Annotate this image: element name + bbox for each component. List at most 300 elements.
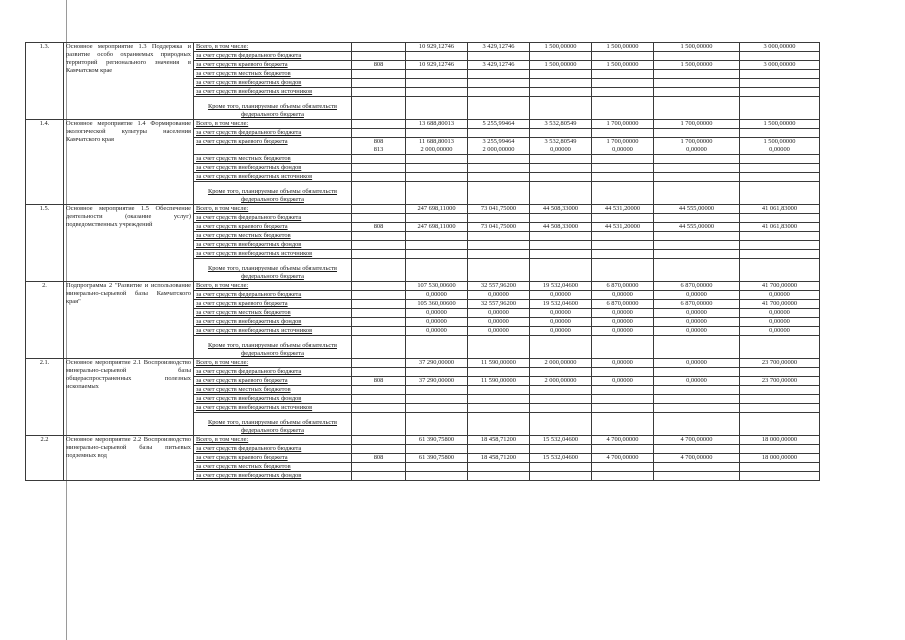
- amount-cell: 44 508,33000: [530, 223, 592, 232]
- budget-code: 808: [352, 377, 406, 386]
- amount-cell: 4 700,00000: [592, 454, 654, 463]
- amount-cell: [530, 404, 592, 413]
- amount-cell: 0,00000: [654, 377, 740, 386]
- amount-cell: 61 390,75800: [406, 436, 468, 445]
- budget-code: [352, 436, 406, 445]
- budget-table-body: [26, 43, 820, 481]
- amount-cell: [406, 445, 468, 454]
- funding-source: Кроме того, планируемые объемы обязательств федерального бюджета: [194, 413, 352, 436]
- amount-cell: 3 532,80549 0,00000: [530, 138, 592, 155]
- funding-source: за счет средств краевого бюджета: [194, 61, 352, 70]
- amount-cell: [468, 97, 530, 120]
- amount-cell: 11 590,00000: [468, 359, 530, 368]
- funding-source: Кроме того, планируемые объемы обязательств федерального бюджета: [194, 182, 352, 205]
- amount-cell: [592, 232, 654, 241]
- amount-cell: 6 870,00000: [654, 282, 740, 291]
- amount-cell: [592, 241, 654, 250]
- amount-cell: [740, 241, 820, 250]
- amount-cell: [530, 395, 592, 404]
- funding-source: Всего, в том числе:: [194, 359, 352, 368]
- amount-cell: [530, 164, 592, 173]
- amount-cell: 0,00000: [592, 291, 654, 300]
- funding-source: за счет средств внебюджетных фондов: [194, 318, 352, 327]
- budget-code: [352, 472, 406, 481]
- amount-cell: 23 700,00000: [740, 377, 820, 386]
- budget-code: [352, 359, 406, 368]
- amount-cell: [406, 368, 468, 377]
- amount-cell: [592, 445, 654, 454]
- amount-cell: [406, 97, 468, 120]
- amount-cell: [740, 250, 820, 259]
- budget-code: [352, 413, 406, 436]
- amount-cell: 1 500,00000: [530, 61, 592, 70]
- amount-cell: [468, 404, 530, 413]
- table-row: [26, 282, 820, 291]
- measure-name: Основное мероприятие 1.4 Формирование экологической культуры населения Камчатского края: [64, 120, 194, 205]
- amount-cell: [406, 70, 468, 79]
- funding-source: за счет средств внебюджетных фондов: [194, 164, 352, 173]
- amount-cell: [740, 472, 820, 481]
- amount-cell: [468, 368, 530, 377]
- amount-cell: [406, 463, 468, 472]
- amount-cell: [406, 52, 468, 61]
- amount-cell: 0,00000: [468, 318, 530, 327]
- amount-cell: 0,00000: [654, 291, 740, 300]
- funding-source: за счет средств внебюджетных источников: [194, 88, 352, 97]
- amount-cell: [654, 88, 740, 97]
- amount-cell: [740, 336, 820, 359]
- amount-cell: [530, 70, 592, 79]
- budget-code: [352, 327, 406, 336]
- amount-cell: 0,00000: [654, 318, 740, 327]
- amount-cell: [654, 70, 740, 79]
- measure-name: Основное мероприятие 2.1 Воспроизводство минерально-сырьевой базы общераспространенных полезных ископаемых: [64, 359, 194, 436]
- budget-code: [352, 250, 406, 259]
- funding-source: за счет средств внебюджетных источников: [194, 250, 352, 259]
- budget-code: [352, 404, 406, 413]
- amount-cell: 44 555,00000: [654, 223, 740, 232]
- budget-code: [352, 79, 406, 88]
- amount-cell: [468, 472, 530, 481]
- table-row: [26, 359, 820, 368]
- amount-cell: [592, 395, 654, 404]
- amount-cell: 0,00000: [592, 309, 654, 318]
- amount-cell: 1 500,00000: [654, 61, 740, 70]
- amount-cell: [592, 214, 654, 223]
- amount-cell: [530, 232, 592, 241]
- funding-source: за счет средств федерального бюджета: [194, 129, 352, 138]
- amount-cell: [468, 52, 530, 61]
- amount-cell: [530, 386, 592, 395]
- amount-cell: 6 870,00000: [592, 282, 654, 291]
- amount-cell: [740, 445, 820, 454]
- amount-cell: 1 500,00000 0,00000: [740, 138, 820, 155]
- amount-cell: [406, 250, 468, 259]
- amount-cell: [406, 259, 468, 282]
- amount-cell: [592, 173, 654, 182]
- amount-cell: [740, 173, 820, 182]
- amount-cell: 0,00000: [740, 327, 820, 336]
- amount-cell: 15 532,04600: [530, 436, 592, 445]
- amount-cell: 41 700,00000: [740, 282, 820, 291]
- amount-cell: [468, 88, 530, 97]
- funding-source: Всего, в том числе:: [194, 43, 352, 52]
- budget-code: [352, 259, 406, 282]
- amount-cell: [654, 463, 740, 472]
- amount-cell: 73 041,75000: [468, 223, 530, 232]
- amount-cell: [530, 463, 592, 472]
- funding-source: за счет средств местных бюджетов: [194, 70, 352, 79]
- budget-code: [352, 300, 406, 309]
- amount-cell: [592, 129, 654, 138]
- amount-cell: [654, 259, 740, 282]
- amount-cell: 0,00000: [530, 318, 592, 327]
- amount-cell: [406, 88, 468, 97]
- funding-source: за счет средств федерального бюджета: [194, 214, 352, 223]
- funding-source: за счет средств федерального бюджета: [194, 291, 352, 300]
- amount-cell: [530, 445, 592, 454]
- amount-cell: [654, 232, 740, 241]
- amount-cell: 0,00000: [592, 377, 654, 386]
- amount-cell: [468, 129, 530, 138]
- amount-cell: [530, 52, 592, 61]
- amount-cell: [592, 336, 654, 359]
- amount-cell: [406, 413, 468, 436]
- funding-source: за счет средств местных бюджетов: [194, 232, 352, 241]
- amount-cell: [468, 463, 530, 472]
- budget-code: [352, 173, 406, 182]
- funding-source: Всего, в том числе:: [194, 436, 352, 445]
- row-index: 2.1.: [26, 359, 64, 436]
- amount-cell: 0,00000: [468, 327, 530, 336]
- amount-cell: [740, 386, 820, 395]
- amount-cell: [406, 336, 468, 359]
- budget-code: [352, 309, 406, 318]
- row-index: 2.2: [26, 436, 64, 481]
- amount-cell: [740, 463, 820, 472]
- funding-source: за счет средств внебюджетных источников: [194, 173, 352, 182]
- funding-source: за счет средств внебюджетных источников: [194, 404, 352, 413]
- amount-cell: [468, 155, 530, 164]
- amount-cell: 4 700,00000: [592, 436, 654, 445]
- amount-cell: [740, 164, 820, 173]
- amount-cell: 4 700,00000: [654, 454, 740, 463]
- funding-source: за счет средств краевого бюджета: [194, 223, 352, 232]
- amount-cell: 37 290,00000: [406, 359, 468, 368]
- amount-cell: [654, 336, 740, 359]
- amount-cell: 41 700,00000: [740, 300, 820, 309]
- amount-cell: [406, 173, 468, 182]
- amount-cell: 3 000,00000: [740, 61, 820, 70]
- budget-code: [352, 155, 406, 164]
- row-index: 1.4.: [26, 120, 64, 205]
- amount-cell: [592, 463, 654, 472]
- amount-cell: 44 508,33000: [530, 205, 592, 214]
- amount-cell: [654, 79, 740, 88]
- funding-source: за счет средств федерального бюджета: [194, 445, 352, 454]
- funding-source: Всего, в том числе:: [194, 282, 352, 291]
- amount-cell: 1 500,00000: [740, 120, 820, 129]
- amount-cell: [592, 164, 654, 173]
- amount-cell: [592, 70, 654, 79]
- amount-cell: [406, 386, 468, 395]
- budget-code: [352, 43, 406, 52]
- funding-source: за счет средств федерального бюджета: [194, 52, 352, 61]
- amount-cell: 18 458,71200: [468, 436, 530, 445]
- amount-cell: [654, 182, 740, 205]
- budget-code: [352, 182, 406, 205]
- amount-cell: 0,00000: [654, 309, 740, 318]
- amount-cell: 5 255,99464: [468, 120, 530, 129]
- amount-cell: 4 700,00000: [654, 436, 740, 445]
- amount-cell: [406, 155, 468, 164]
- amount-cell: [654, 155, 740, 164]
- amount-cell: 0,00000: [592, 327, 654, 336]
- amount-cell: 0,00000: [406, 327, 468, 336]
- amount-cell: [592, 155, 654, 164]
- funding-source: за счет средств местных бюджетов: [194, 386, 352, 395]
- amount-cell: [592, 404, 654, 413]
- amount-cell: [654, 250, 740, 259]
- amount-cell: [530, 173, 592, 182]
- amount-cell: [468, 386, 530, 395]
- amount-cell: 10 929,12746: [406, 43, 468, 52]
- amount-cell: 1 500,00000: [530, 43, 592, 52]
- amount-cell: [530, 214, 592, 223]
- budget-code: [352, 205, 406, 214]
- amount-cell: [468, 214, 530, 223]
- amount-cell: [592, 259, 654, 282]
- amount-cell: 0,00000: [740, 309, 820, 318]
- amount-cell: [468, 259, 530, 282]
- budget-code: [352, 129, 406, 138]
- amount-cell: 0,00000: [406, 291, 468, 300]
- amount-cell: [654, 386, 740, 395]
- amount-cell: 0,00000: [530, 309, 592, 318]
- amount-cell: [468, 173, 530, 182]
- funding-source: за счет средств внебюджетных фондов: [194, 241, 352, 250]
- amount-cell: 41 061,83000: [740, 223, 820, 232]
- amount-cell: 11 688,80013 2 000,00000: [406, 138, 468, 155]
- amount-cell: [740, 214, 820, 223]
- amount-cell: 6 870,00000: [592, 300, 654, 309]
- amount-cell: [406, 79, 468, 88]
- amount-cell: [530, 182, 592, 205]
- budget-code: [352, 282, 406, 291]
- measure-name: Основное мероприятие 2.2 Воспроизводство минерально-сырьевой базы питьевых подземных вод: [64, 436, 194, 481]
- amount-cell: [654, 52, 740, 61]
- amount-cell: [468, 232, 530, 241]
- amount-cell: [740, 129, 820, 138]
- funding-source: за счет средств местных бюджетов: [194, 463, 352, 472]
- amount-cell: [740, 259, 820, 282]
- amount-cell: [530, 336, 592, 359]
- amount-cell: [654, 214, 740, 223]
- amount-cell: [654, 164, 740, 173]
- amount-cell: [592, 97, 654, 120]
- measure-name: Основное мероприятие 1.3 Поддержка и развитие особо охраняемых природных территорий регионального значения в Камчатском крае: [64, 43, 194, 120]
- amount-cell: [592, 386, 654, 395]
- amount-cell: 6 870,00000: [654, 300, 740, 309]
- budget-code: [352, 445, 406, 454]
- amount-cell: 247 698,11000: [406, 205, 468, 214]
- amount-cell: 1 700,00000: [592, 120, 654, 129]
- amount-cell: [406, 129, 468, 138]
- amount-cell: [530, 413, 592, 436]
- funding-source: Кроме того, планируемые объемы обязательств федерального бюджета: [194, 97, 352, 120]
- budget-code: [352, 88, 406, 97]
- amount-cell: [592, 250, 654, 259]
- budget-code: [352, 368, 406, 377]
- amount-cell: [406, 472, 468, 481]
- amount-cell: 0,00000: [654, 327, 740, 336]
- amount-cell: 10 929,12746: [406, 61, 468, 70]
- amount-cell: [468, 336, 530, 359]
- amount-cell: [468, 395, 530, 404]
- amount-cell: [740, 88, 820, 97]
- amount-cell: [530, 155, 592, 164]
- amount-cell: 3 429,12746: [468, 43, 530, 52]
- amount-cell: [468, 79, 530, 88]
- amount-cell: [592, 413, 654, 436]
- budget-code: [352, 395, 406, 404]
- row-index: 1.5.: [26, 205, 64, 282]
- budget-code: 808: [352, 454, 406, 463]
- amount-cell: [406, 214, 468, 223]
- amount-cell: 105 360,00600: [406, 300, 468, 309]
- amount-cell: [654, 472, 740, 481]
- amount-cell: 32 557,96200: [468, 282, 530, 291]
- amount-cell: 1 700,00000 0,00000: [654, 138, 740, 155]
- amount-cell: [740, 395, 820, 404]
- amount-cell: 18 000,00000: [740, 454, 820, 463]
- amount-cell: 19 532,04600: [530, 282, 592, 291]
- amount-cell: 1 500,00000: [592, 43, 654, 52]
- funding-source: за счет средств федерального бюджета: [194, 368, 352, 377]
- amount-cell: 2 000,00000: [530, 377, 592, 386]
- amount-cell: [654, 173, 740, 182]
- amount-cell: 18 458,71200: [468, 454, 530, 463]
- amount-cell: [468, 70, 530, 79]
- budget-code: [352, 70, 406, 79]
- amount-cell: [592, 368, 654, 377]
- funding-source: за счет средств краевого бюджета: [194, 377, 352, 386]
- amount-cell: [740, 70, 820, 79]
- amount-cell: 19 532,04600: [530, 300, 592, 309]
- amount-cell: 0,00000: [592, 359, 654, 368]
- budget-code: [352, 318, 406, 327]
- funding-source: Всего, в том числе:: [194, 205, 352, 214]
- budget-code: [352, 97, 406, 120]
- amount-cell: 3 532,80549: [530, 120, 592, 129]
- amount-cell: [468, 250, 530, 259]
- amount-cell: 44 555,00000: [654, 205, 740, 214]
- funding-source: Всего, в том числе:: [194, 120, 352, 129]
- amount-cell: [740, 155, 820, 164]
- amount-cell: [530, 472, 592, 481]
- funding-source: за счет средств внебюджетных источников: [194, 327, 352, 336]
- funding-source: за счет средств местных бюджетов: [194, 309, 352, 318]
- amount-cell: 0,00000: [654, 359, 740, 368]
- budget-code: [352, 241, 406, 250]
- amount-cell: 41 061,83000: [740, 205, 820, 214]
- amount-cell: 44 531,20000: [592, 223, 654, 232]
- amount-cell: [468, 413, 530, 436]
- amount-cell: 61 390,75800: [406, 454, 468, 463]
- budget-code: [352, 120, 406, 129]
- amount-cell: 0,00000: [468, 291, 530, 300]
- amount-cell: [592, 88, 654, 97]
- amount-cell: 2 000,00000: [530, 359, 592, 368]
- amount-cell: [530, 368, 592, 377]
- amount-cell: [592, 472, 654, 481]
- amount-cell: 15 532,04600: [530, 454, 592, 463]
- amount-cell: [468, 164, 530, 173]
- amount-cell: [740, 182, 820, 205]
- amount-cell: 3 429,12746: [468, 61, 530, 70]
- amount-cell: 107 530,00600: [406, 282, 468, 291]
- amount-cell: [654, 129, 740, 138]
- funding-source: Кроме того, планируемые объемы обязательств федерального бюджета: [194, 336, 352, 359]
- budget-table: [25, 42, 820, 481]
- amount-cell: [530, 129, 592, 138]
- amount-cell: 0,00000: [740, 291, 820, 300]
- amount-cell: [654, 413, 740, 436]
- amount-cell: 11 590,00000: [468, 377, 530, 386]
- budget-code: [352, 291, 406, 300]
- amount-cell: [530, 250, 592, 259]
- table-row: [26, 43, 820, 52]
- amount-cell: [592, 79, 654, 88]
- amount-cell: [654, 241, 740, 250]
- amount-cell: 44 531,20000: [592, 205, 654, 214]
- amount-cell: 0,00000: [406, 309, 468, 318]
- amount-cell: 0,00000: [468, 309, 530, 318]
- amount-cell: 0,00000: [530, 291, 592, 300]
- funding-source: за счет средств внебюджетных фондов: [194, 79, 352, 88]
- amount-cell: 37 290,00000: [406, 377, 468, 386]
- amount-cell: 0,00000: [592, 318, 654, 327]
- amount-cell: 1 500,00000: [592, 61, 654, 70]
- row-index: 2.: [26, 282, 64, 359]
- amount-cell: [406, 241, 468, 250]
- amount-cell: [740, 404, 820, 413]
- amount-cell: [654, 395, 740, 404]
- amount-cell: [530, 259, 592, 282]
- amount-cell: [592, 52, 654, 61]
- amount-cell: [654, 445, 740, 454]
- table-row: [26, 120, 820, 129]
- amount-cell: 247 698,11000: [406, 223, 468, 232]
- table-row: [26, 205, 820, 214]
- amount-cell: 18 000,00000: [740, 436, 820, 445]
- budget-code: [352, 214, 406, 223]
- amount-cell: [654, 97, 740, 120]
- budget-code: 808 813: [352, 138, 406, 155]
- amount-cell: 1 700,00000 0,00000: [592, 138, 654, 155]
- amount-cell: [530, 241, 592, 250]
- row-index: 1.3.: [26, 43, 64, 120]
- funding-source: за счет средств внебюджетных фондов: [194, 472, 352, 481]
- budget-code: 808: [352, 61, 406, 70]
- amount-cell: [406, 395, 468, 404]
- funding-source: за счет средств краевого бюджета: [194, 138, 352, 155]
- amount-cell: [740, 368, 820, 377]
- amount-cell: 0,00000: [530, 327, 592, 336]
- amount-cell: [468, 241, 530, 250]
- amount-cell: [740, 52, 820, 61]
- budget-code: 808: [352, 223, 406, 232]
